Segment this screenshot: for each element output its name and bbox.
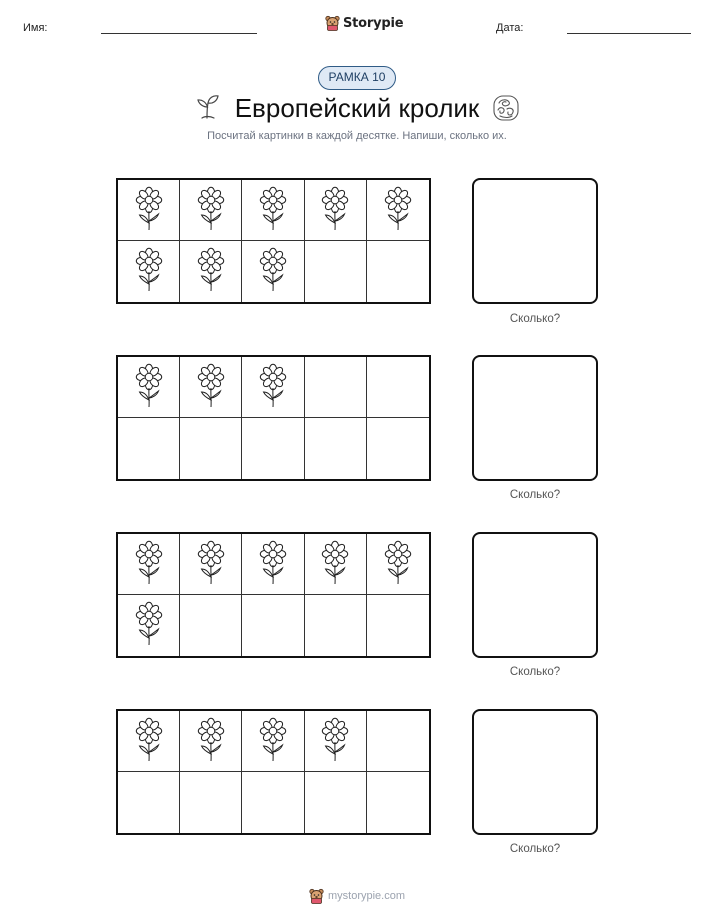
daisy-flower-icon xyxy=(196,185,226,236)
frame-cell xyxy=(367,595,429,656)
name-label: Имя: xyxy=(23,22,48,34)
frame-cell xyxy=(367,772,429,833)
daisy-flower-icon xyxy=(258,539,288,590)
frame-cell xyxy=(242,772,304,833)
daisy-flower-icon xyxy=(134,185,164,236)
frame-cell xyxy=(118,241,180,302)
answer-box-1[interactable] xyxy=(472,178,598,304)
worksheet-instructions: Посчитай картинки в каждой десятке. Напиши, сколько их. xyxy=(207,130,507,142)
daisy-flower-icon xyxy=(383,185,413,236)
worksheet-title: Европейский кролик xyxy=(234,93,480,123)
daisy-flower-icon xyxy=(320,716,350,767)
frame-cell xyxy=(180,357,242,418)
frame-cell xyxy=(305,711,367,772)
daisy-flower-icon xyxy=(258,185,288,236)
brand-name: Storypie xyxy=(343,15,404,31)
daisy-flower-icon xyxy=(196,362,226,413)
daisy-flower-icon xyxy=(196,539,226,590)
bear-mascot-icon xyxy=(309,888,324,904)
ten-frame-1 xyxy=(116,178,431,304)
frame-cell xyxy=(180,711,242,772)
frame-cell xyxy=(305,180,367,241)
frame-cell xyxy=(180,772,242,833)
frame-cell xyxy=(242,595,304,656)
footer xyxy=(0,888,714,904)
frame-cell xyxy=(305,534,367,595)
bear-mascot-icon xyxy=(325,15,340,31)
daisy-flower-icon xyxy=(258,246,288,297)
daisy-flower-icon xyxy=(134,246,164,297)
answer-prompt-2: Сколько? xyxy=(509,489,561,501)
daisy-flower-icon xyxy=(383,539,413,590)
ten-frame-2 xyxy=(116,355,431,481)
frame-cell xyxy=(367,180,429,241)
daisy-flower-icon xyxy=(134,600,164,651)
daisy-flower-icon xyxy=(320,539,350,590)
daisy-flower-icon xyxy=(134,716,164,767)
daisy-flower-icon xyxy=(134,539,164,590)
answer-box-2[interactable] xyxy=(472,355,598,481)
answer-prompt-1: Сколько? xyxy=(509,313,561,325)
frame-cell xyxy=(242,418,304,479)
frame-cell xyxy=(118,595,180,656)
frame-cell xyxy=(305,241,367,302)
frame-cell xyxy=(242,180,304,241)
frame-cell xyxy=(118,418,180,479)
date-line[interactable] xyxy=(567,33,691,34)
frame-badge: РАМКА 10 xyxy=(318,66,396,90)
frame-cell xyxy=(180,180,242,241)
answer-box-4[interactable] xyxy=(472,709,598,835)
ten-frame-4 xyxy=(116,709,431,835)
frame-cell xyxy=(305,595,367,656)
frame-cell xyxy=(305,357,367,418)
frame-cell xyxy=(180,241,242,302)
daisy-flower-icon xyxy=(196,716,226,767)
frame-cell xyxy=(367,241,429,302)
frame-cell xyxy=(180,534,242,595)
frame-cell xyxy=(118,180,180,241)
daisy-flower-icon xyxy=(320,185,350,236)
answer-prompt-4: Сколько? xyxy=(509,843,561,855)
ten-frame-3 xyxy=(116,532,431,658)
frame-cell xyxy=(367,357,429,418)
frame-cell xyxy=(305,418,367,479)
frame-cell xyxy=(118,772,180,833)
daisy-flower-icon xyxy=(196,246,226,297)
frame-cell xyxy=(242,357,304,418)
daisy-flower-icon xyxy=(258,716,288,767)
name-line[interactable] xyxy=(101,33,257,34)
swirl-scribble-icon xyxy=(491,93,521,123)
daisy-flower-icon xyxy=(134,362,164,413)
answer-prompt-3: Сколько? xyxy=(509,666,561,678)
date-label: Дата: xyxy=(496,22,524,34)
frame-cell xyxy=(242,241,304,302)
brand-logo xyxy=(325,13,403,33)
answer-box-3[interactable] xyxy=(472,532,598,658)
frame-cell xyxy=(118,534,180,595)
frame-cell xyxy=(305,772,367,833)
frame-cell xyxy=(180,418,242,479)
frame-cell xyxy=(242,711,304,772)
footer-site: mystorypie.com xyxy=(327,890,406,902)
frame-cell xyxy=(367,418,429,479)
frame-cell xyxy=(118,711,180,772)
daisy-flower-icon xyxy=(258,362,288,413)
frame-cell xyxy=(367,534,429,595)
frame-cell xyxy=(118,357,180,418)
frame-cell xyxy=(242,534,304,595)
frame-cell xyxy=(180,595,242,656)
frame-cell xyxy=(367,711,429,772)
